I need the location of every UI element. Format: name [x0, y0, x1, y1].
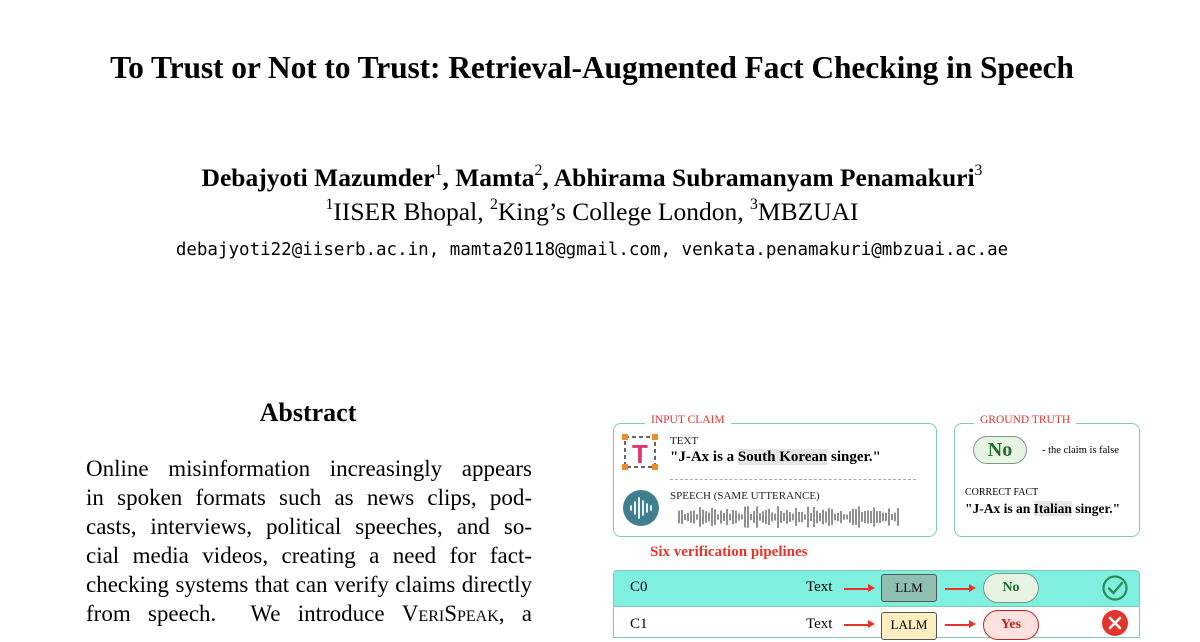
text-frame-icon	[622, 434, 658, 470]
speech-label: SPEECH (SAME UTTERANCE)	[670, 490, 820, 502]
claim-text: singer."	[827, 449, 881, 465]
ground-truth-label: GROUND TRUTH	[974, 414, 1076, 426]
pipeline-row	[613, 570, 1140, 608]
affiliation-sup: 2	[489, 195, 498, 213]
author-name: Mamta	[455, 163, 535, 192]
pipeline-model: LLM	[881, 574, 937, 602]
pipeline-model: LALM	[881, 612, 937, 640]
pipeline-input: Text	[806, 579, 833, 595]
divider	[670, 479, 916, 480]
pipelines-heading: Six verification pipelines	[650, 544, 808, 560]
arrow-line	[844, 624, 869, 626]
fact-highlight: Italian	[1033, 501, 1072, 516]
arrow-line	[945, 588, 970, 590]
arrow-head	[868, 620, 875, 628]
affiliation-sup: 1	[325, 195, 334, 213]
ground-truth-verdict: No	[973, 436, 1027, 464]
paper-title: To Trust or Not to Trust: Retrieval-Augmented Fact Checking in Speech	[110, 50, 1074, 85]
affiliation-name: IISER Bhopal	[333, 197, 478, 226]
figure	[600, 405, 1160, 630]
pipeline-row	[613, 606, 1140, 638]
pipeline-id: C0	[630, 579, 648, 595]
check-circle-icon	[1101, 574, 1129, 602]
affiliation-list: $^1$IISER Bhopal, $^2$King’s College London, $^3$MBZUAI	[325, 195, 859, 226]
abstract-line-last	[86, 599, 532, 628]
abstract-body	[86, 454, 532, 628]
claim-text: "J-Ax is a	[670, 449, 738, 465]
input-claim-label: INPUT CLAIM	[645, 414, 731, 426]
pipeline-id: C1	[630, 616, 648, 632]
abstract-heading: Abstract	[259, 398, 357, 427]
author-sup: 1	[434, 161, 443, 179]
svg-text:T: T	[632, 439, 648, 469]
arrow-line	[945, 624, 970, 626]
correct-fact	[965, 501, 1120, 517]
abstract-line: Online misinformation increasingly appears	[86, 456, 532, 481]
abstract-line: checking systems that can verify claims directly	[86, 572, 532, 597]
affiliation-name: King’s College London	[497, 197, 738, 226]
abstract-line: cial media videos, creating a need for fact-	[86, 543, 532, 568]
x-circle-icon	[1101, 609, 1129, 637]
system-name: VeriSpeak	[401, 601, 499, 626]
abstract-text: from speech. We introduce	[86, 601, 402, 626]
author-sup: 3	[974, 161, 983, 179]
author-sup: 2	[534, 161, 543, 179]
pipeline-input: Text	[806, 616, 833, 632]
claim-highlight: South Korean	[737, 449, 828, 465]
author-name: Debajyoti Mazumder	[201, 163, 435, 192]
author-emails: debajyoti22@iiserb.ac.in, mamta20118@gmail.com, venkata.penamakuri@mbzuai.ac.ae	[175, 240, 1009, 260]
abstract-text: , a	[498, 601, 532, 626]
waveform-icon	[622, 489, 660, 527]
arrow-head	[868, 584, 875, 592]
text-label: TEXT	[670, 435, 699, 447]
arrow-line	[844, 588, 869, 590]
author-name: Abhirama Subramanyam Penamakuri	[553, 163, 975, 192]
abstract-line: casts, interviews, political speeches, and so-	[86, 514, 532, 539]
verdict-note: - the claim is false	[1042, 445, 1119, 456]
pipeline-output: No	[983, 573, 1039, 603]
speech-waveform	[678, 505, 900, 529]
correct-fact-label: CORRECT FACT	[965, 487, 1039, 498]
abstract-line: in spoken formats such as news clips, pod-	[86, 485, 532, 510]
fact-text: singer."	[1071, 501, 1121, 516]
arrow-head	[969, 620, 976, 628]
affiliation-sup: 3	[750, 195, 758, 213]
fact-text: "J-Ax is an	[965, 501, 1034, 516]
affiliation-name: MBZUAI	[757, 197, 859, 226]
text-claim	[670, 449, 881, 466]
author-list: Debajyoti Mazumder$^1$, Mamta$^2$, Abhirama Subramanyam Penamakuri$^3$	[201, 161, 983, 192]
pipeline-output: Yes	[983, 610, 1039, 640]
arrow-head	[969, 584, 976, 592]
